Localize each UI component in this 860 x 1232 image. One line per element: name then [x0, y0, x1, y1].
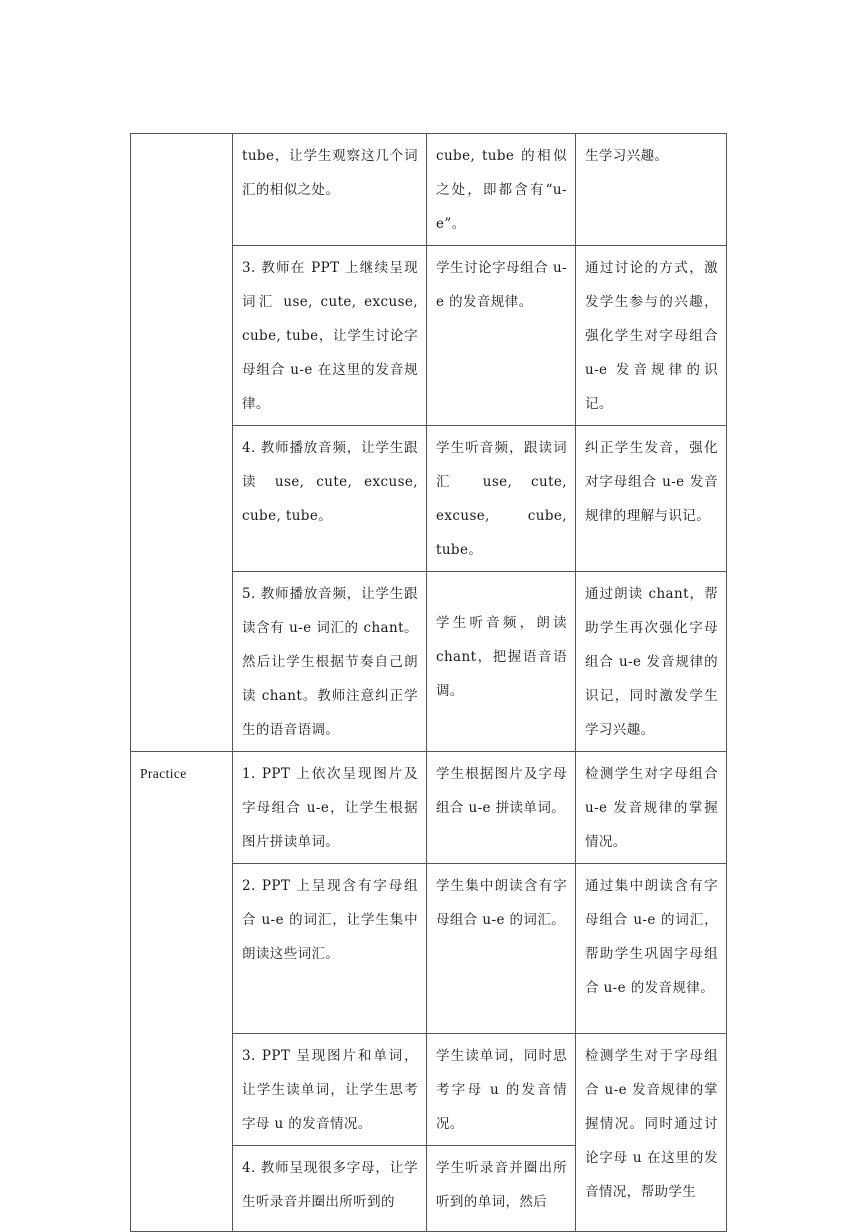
stage-cell	[131, 134, 233, 752]
student-activity-cell: 学生集中朗读含有字母组合 u-e 的词汇。	[427, 864, 576, 1034]
table-row	[131, 752, 727, 864]
student-activity-cell: cube, tube 的相似之处，即都含有“u-e”。	[427, 134, 576, 246]
student-activity-cell: 学生根据图片及字母组合 u-e 拼读单词。	[427, 752, 576, 864]
student-activity-cell: 学生听音频，跟读词汇 use, cute, excuse, cube, tube。	[427, 426, 576, 572]
teacher-activity-cell: 1. PPT 上依次呈现图片及字母组合 u-e，让学生根据图片拼读单词。	[233, 752, 427, 864]
design-purpose-cell: 通过朗读 chant，帮助学生再次强化字母组合 u-e 发音规律的识记，同时激发学生学习兴趣。	[576, 572, 727, 752]
lesson-plan-table	[130, 133, 727, 1232]
teacher-activity-cell: 5. 教师播放音频，让学生跟读含有 u-e 词汇的 chant。然后让学生根据节奏自己朗读 chant。教师注意纠正学生的语音语调。	[233, 572, 427, 752]
design-purpose-cell: 检测学生对于字母组合 u-e 发音规律的掌握情况。同时通过讨论字母 u 在这里的发音情况，帮助学生	[576, 1034, 727, 1232]
design-purpose-cell: 通过讨论的方式，激发学生参与的兴趣，强化学生对字母组合 u-e 发音规律的识记。	[576, 246, 727, 426]
table-row	[131, 134, 727, 246]
teacher-activity-cell: 3. 教师在 PPT 上继续呈现词汇 use, cute, excuse, cube, tube，让学生讨论字母组合 u-e 在这里的发音规律。	[233, 246, 427, 426]
stage-cell: Practice	[131, 752, 233, 1232]
teacher-activity-cell: 4. 教师呈现很多字母，让学生听录音并圈出所听到的	[233, 1146, 427, 1232]
teacher-activity-cell: 3. PPT 呈现图片和单词，让学生读单词，让学生思考字母 u 的发音情况。	[233, 1034, 427, 1146]
teacher-activity-cell: 2. PPT 上呈现含有字母组合 u-e 的词汇，让学生集中朗读这些词汇。	[233, 864, 427, 1034]
design-purpose-cell: 检测学生对字母组合 u-e 发音规律的掌握情况。	[576, 752, 727, 864]
teacher-activity-cell: tube，让学生观察这几个词汇的相似之处。	[233, 134, 427, 246]
student-activity-cell: 学生读单词，同时思考字母 u 的发音情况。	[427, 1034, 576, 1146]
teacher-activity-cell: 4. 教师播放音频，让学生跟读 use, cute, excuse, cube, tube。	[233, 426, 427, 572]
design-purpose-cell: 纠正学生发音，强化对字母组合 u-e 发音规律的理解与识记。	[576, 426, 727, 572]
student-activity-cell: 学生听录音并圈出所听到的单词，然后	[427, 1146, 576, 1232]
design-purpose-cell: 生学习兴趣。	[576, 134, 727, 246]
design-purpose-cell: 通过集中朗读含有字母组合 u-e 的词汇，帮助学生巩固字母组合 u-e 的发音规律。	[576, 864, 727, 1034]
student-activity-cell: 学生听音频，朗读 chant，把握语音语调。	[427, 572, 576, 752]
student-activity-cell: 学生讨论字母组合 u-e 的发音规律。	[427, 246, 576, 426]
